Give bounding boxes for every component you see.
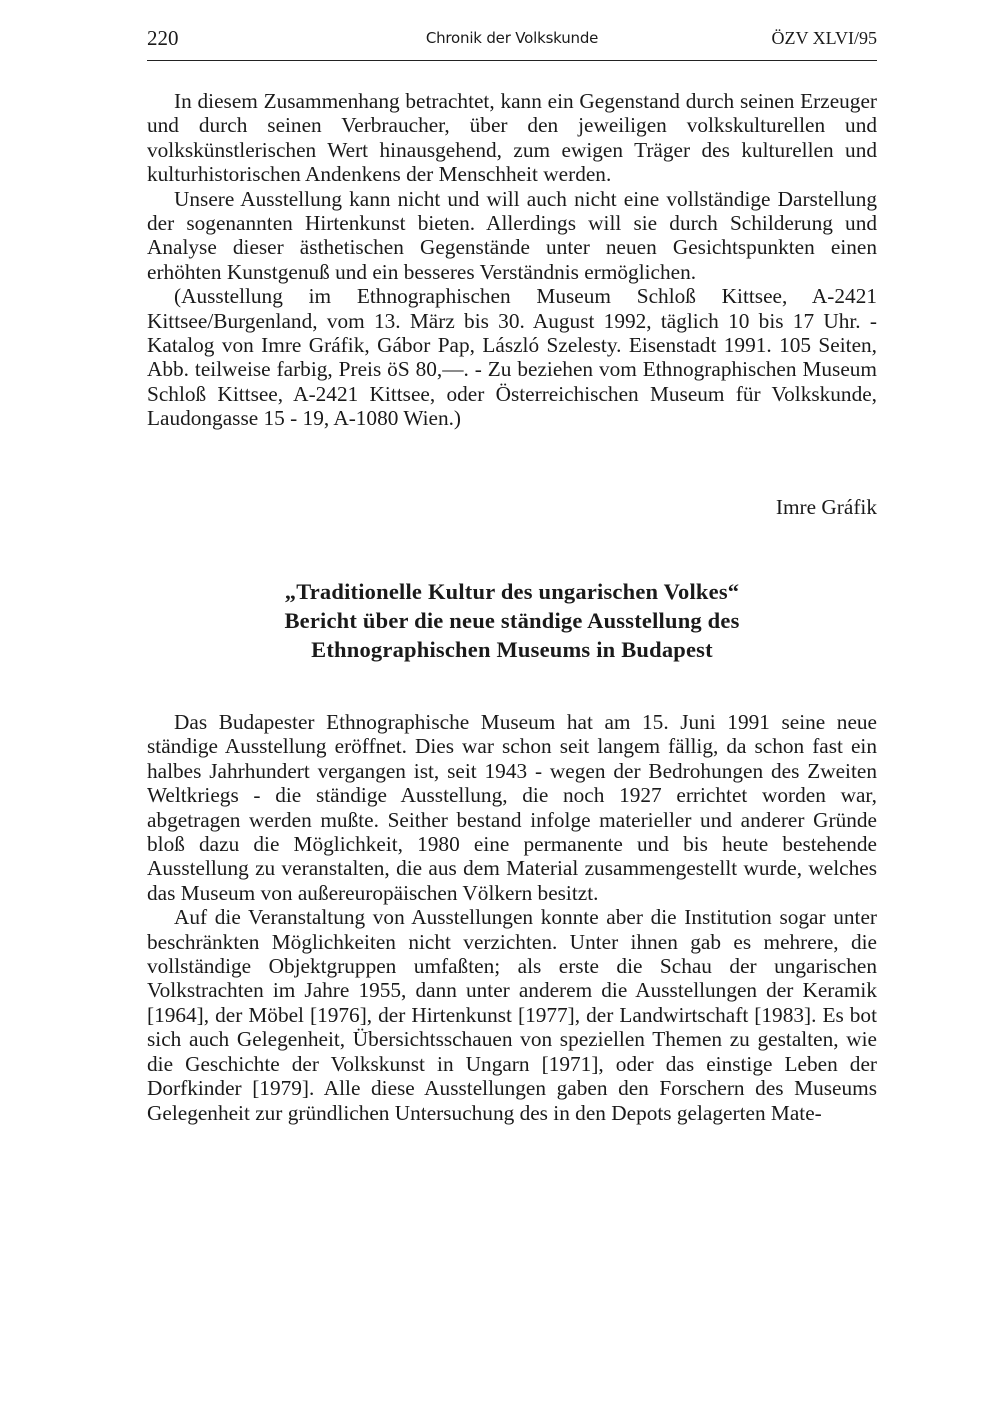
paragraph: Unsere Ausstellung kann nicht und will auch nicht eine vollständige Darstellung der sogenannten Hirtenkunst bieten. Allerdings will sie durch Schilderung und Analyse dieser ästhetischen Gegenstände unter neuen Gesichtspunkten einen erhöhten Kunstgenuß und ein besseres Verständnis ermöglichen. (147, 186, 877, 284)
running-header (147, 26, 877, 54)
header-rule (147, 60, 877, 61)
paragraph: (Ausstellung im Ethnographischen Museum Schloß Kittsee, A-2421 Kittsee/Burgenland, vom 13. März bis 30. August 1992, täglich 10 bis 17 Uhr. - Katalog von Imre Gráfik, Gábor Pap, László Szelesty. Eisenstadt 1991. 105 Seiten, Abb. teilweise farbig, Preis öS 80,—. - Zu beziehen vom Ethnographischen Museum Schloß Kittsee, A-2421 Kittsee, oder Österreichischen Museum für Volkskunde, Laudongasse 15 - 19, A-1080 Wien.) (147, 284, 877, 431)
section-1-text (147, 89, 877, 431)
running-title: Chronik der Volkskunde (425, 29, 599, 47)
article-title-line: „Traditionelle Kultur des ungarischen Volkes“ (284, 579, 740, 604)
article-subtitle-line: Ethnographischen Museums in Budapest (311, 637, 713, 662)
paragraph: Auf die Veranstaltung von Ausstellungen konnte aber die Institution sogar unter beschränkten Möglichkeiten nicht verzichten. Unter ihnen gab es mehrere, die vollständige Objektgruppen umfaßten; als erste die Schau der ungarischen Volkstrachten im Jahre 1955, dann unter anderem die Ausstellungen der Keramik [1964], der Möbel [1976], der Hirtenkunst [1977], der Landwirtschaft [1983]. Es bot sich auch Gelegenheit, Übersichtsschauen von speziellen Themen zu gestalten, wie die Geschichte der Volkskunst in Ungarn [1971], oder das einstige Leben der Dorfkinder [1979]. Alle diese Ausstellungen gaben den Forschern des Museums Gelegenheit zur gründlichen Untersuchung des in den Depots gelagerten Mate- (147, 905, 877, 1125)
article-title (147, 577, 877, 664)
paragraph: Das Budapester Ethnographische Museum hat am 15. Juni 1991 seine neue ständige Ausstellung eröffnet. Dies war schon seit langem fällig, da schon fast ein halbes Jahrhundert vergangen ist, seit 1943 - wegen der Bedrohungen des Zweiten Weltkriegs - die ständige Ausstellung, die noch 1927 errichtet worden war, abgetragen werden mußte. Seither bestand infolge materieller und anderer Gründe bloß dazu die Möglichkeit, 1980 eine permanente und bis heute bestehende Ausstellung zu veranstalten, die aus dem Material zusammengestellt wurde, welches das Museum von außereuropäischen Völkern besitzt. (147, 710, 877, 905)
page-number: 220 (147, 26, 179, 50)
article-subtitle-line: Bericht über die neue ständige Ausstellung des (284, 608, 740, 633)
section-2-text (147, 710, 877, 1125)
author-signature: Imre Gráfik (775, 495, 877, 519)
journal-volume: ÖZV XLVI/95 (771, 28, 877, 48)
paragraph: In diesem Zusammenhang betrachtet, kann ein Gegenstand durch seinen Erzeuger und durch seinen Verbraucher, über den jeweiligen volkskulturellen und volkskünstlerischen Wert hinausgehend, zum ewigen Träger des kulturellen und kulturhistorischen Andenkens der Menschheit werden. (147, 89, 877, 187)
